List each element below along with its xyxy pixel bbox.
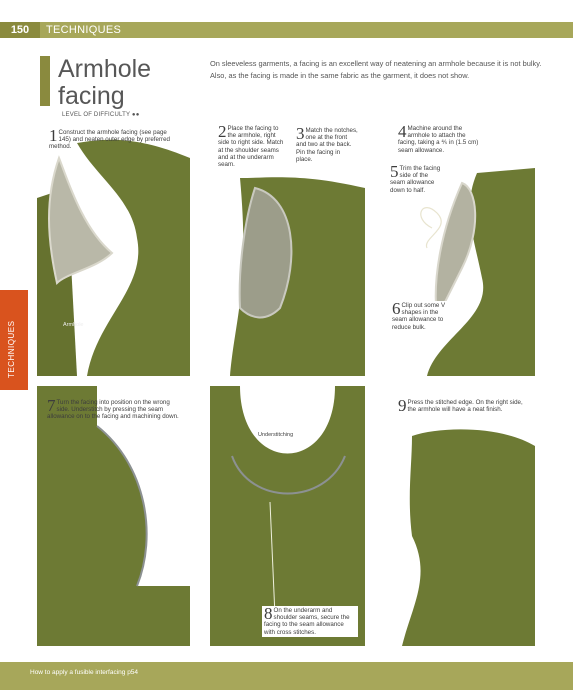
garment-illustration [382,386,535,646]
step-3-text [294,126,360,164]
side-tab-label: TECHNIQUES [7,320,16,378]
step-1-number: 1 [49,126,58,145]
step-9-number: 9 [398,396,407,415]
title-accent [40,56,50,106]
title-line-2: facing [58,82,125,110]
step-2-number: 2 [218,122,227,141]
step-5-description: Trim the facing side of the seam allowance down to half. [390,165,441,194]
step-8-description: On the underarm and shoulder seams, secure the facing to the seam allowance with cross stitches. [264,607,350,636]
step-4-description: Machine around the armhole to attach the facing, taking a ⅘ in (1.5 cm) seam allowance. [398,125,479,154]
step-5-number: 5 [390,162,399,181]
step-9-description: Press the stitched edge. On the right side, the armhole will have a neat finish. [407,399,523,414]
step-1-text [47,128,177,152]
step-8-number: 8 [264,604,273,623]
footer-cross-reference[interactable]: How to apply a fusible interfacing p54 [30,669,139,676]
garment-illustration [382,118,535,376]
step-6-text [390,301,448,332]
step-2-description: Place the facing to the armhole, right side to right side. Match at the shoulder seams and at the underarm seam. [218,125,284,169]
step-8-text [262,606,358,637]
photo-step-1 [37,118,190,376]
step-7-number: 7 [47,396,56,415]
armhole-label: Armhole [63,322,84,328]
step-6-number: 6 [392,299,401,318]
footer-bar [0,662,573,690]
page-title [58,56,151,110]
step-3-description: Match the notches, one at the front and two at the back. Pin the facing in place. [296,127,358,163]
step-6-description: Clip out some V shapes in the seam allowance to reduce bulk. [392,302,446,331]
photo-step-4-6 [382,118,535,376]
understitching-label: Understitching [258,432,294,438]
section-label: TECHNIQUES [46,24,122,36]
intro-paragraph: On sleeveless garments, a facing is an excellent way of neatening an armhole because it is not bulky. Also, as the facing is made in the same fabric as the garment, it does not show. [210,59,542,80]
step-3-number: 3 [296,124,305,143]
title-line-1: Armhole [58,55,152,83]
difficulty-level: LEVEL OF DIFFICULTY ●● [62,112,140,118]
step-2-text [216,124,288,169]
page-number: 150 [0,22,40,38]
photo-step-7 [37,386,190,646]
photo-step-9 [382,386,535,646]
photo-step-2-3 [210,118,365,376]
step-7-text [45,398,185,422]
step-9-text [396,398,526,414]
garment-illustration [37,386,190,646]
step-4-text [396,124,486,155]
photo-step-8 [210,386,365,646]
garment-illustration [37,118,190,376]
step-7-description: Turn the facing into position on the wrong side. Understitch by pressing the seam allowance on to the facing and machining down. [47,399,179,421]
step-5-text [388,164,446,195]
step-4-number: 4 [398,122,407,141]
step-1-description: Construct the armhole facing (see page 145) and neaten outer edge by preferred method. [49,129,170,151]
